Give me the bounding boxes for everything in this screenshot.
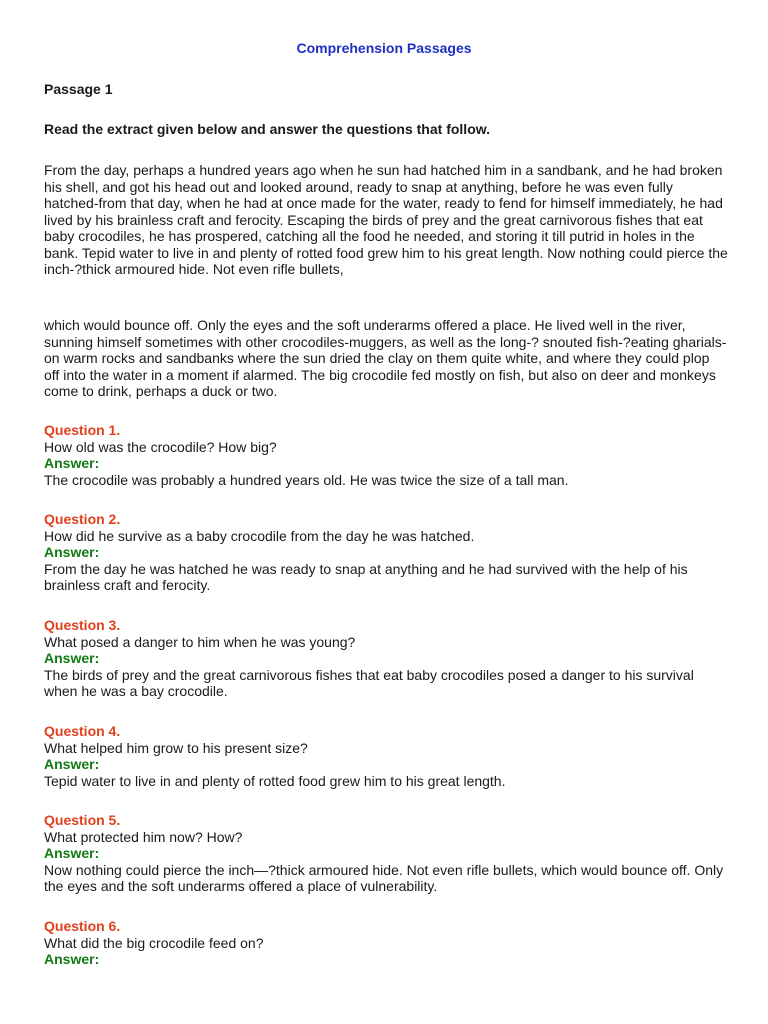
question-label: Question 6. — [44, 918, 121, 934]
question-label: Question 2. — [44, 511, 121, 527]
answer-label: Answer: — [44, 845, 100, 861]
answer-label: Answer: — [44, 951, 100, 967]
question-block-1 — [44, 422, 728, 488]
answer-label: Answer: — [44, 544, 100, 560]
question-text: What protected him now? How? — [44, 828, 243, 845]
answer-label: Answer: — [44, 650, 100, 666]
answer-label: Answer: — [44, 455, 100, 471]
question-block-4 — [44, 723, 728, 789]
answer-text: Now nothing could pierce the inch—?thick armoured hide. Not even rifle bullets, which would bounce off. Only the eyes and the soft underarms offered a place of vulnerability. — [44, 861, 724, 894]
question-block-5 — [44, 812, 728, 895]
question-label: Question 4. — [44, 723, 121, 739]
document-title: Comprehension Passages — [296, 40, 472, 56]
question-label: Question 1. — [44, 422, 121, 438]
question-label: Question 3. — [44, 617, 121, 633]
question-text: What helped him grow to his present size? — [44, 739, 308, 756]
question-text: How did he survive as a baby crocodile from the day he was hatched. — [44, 527, 475, 544]
answer-text: Tepid water to live in and plenty of rotted food grew him to his great length. — [44, 772, 506, 789]
answer-text: The birds of prey and the great carnivorous fishes that eat baby crocodiles posed a danger to his survival when he was a bay crocodile. — [44, 666, 694, 699]
answer-label: Answer: — [44, 756, 100, 772]
passage-label: Passage 1 — [44, 81, 113, 97]
question-block-2 — [44, 511, 728, 594]
answer-text: The crocodile was probably a hundred years old. He was twice the size of a tall man. — [44, 471, 569, 488]
question-text: What posed a danger to him when he was young? — [44, 633, 356, 650]
question-block-6 — [44, 918, 728, 968]
answer-text: From the day he was hatched he was ready to snap at anything and he had survived with the help of his brainless craft and ferocity. — [44, 560, 688, 593]
instruction-text: Read the extract given below and answer the questions that follow. — [44, 121, 491, 137]
question-label: Question 5. — [44, 812, 121, 828]
question-block-3 — [44, 617, 728, 700]
question-text: How old was the crocodile? How big? — [44, 438, 277, 455]
passage-paragraph-1: From the day, perhaps a hundred years ago when he sun had hatched him in a sandbank, and he had broken his shell, and got his head out and looked around, ready to snap at anything, before he was even fully hatched-from that day, when he had at once made for the water, ready to fend for himself immediately, he had lived by his brainless craft and ferocity. Escaping the birds of prey and the great carnivorous fishes that eat baby crocodiles, he has prospered, catching all the food he needed, and storing it till putrid in holes in the bank. Tepid water to live in and plenty of rotted food grew him to his great length. Now nothing could pierce the inch-?thick armoured hide. Not even rifle bullets, — [44, 162, 728, 277]
passage-paragraph-2: which would bounce off. Only the eyes and the soft underarms offered a place. He lived well in the river, sunning himself sometimes with other crocodiles-muggers, as well as the long-? snouted fish-?eating gharials-on warm rocks and sandbanks where the sun dried the clay on them quite white, and where they could plop off into the water in a moment if alarmed. The big crocodile fed mostly on fish, but also on deer and monkeys come to drink, perhaps a duck or two. — [44, 317, 727, 399]
question-text: What did the big crocodile feed on? — [44, 934, 264, 951]
